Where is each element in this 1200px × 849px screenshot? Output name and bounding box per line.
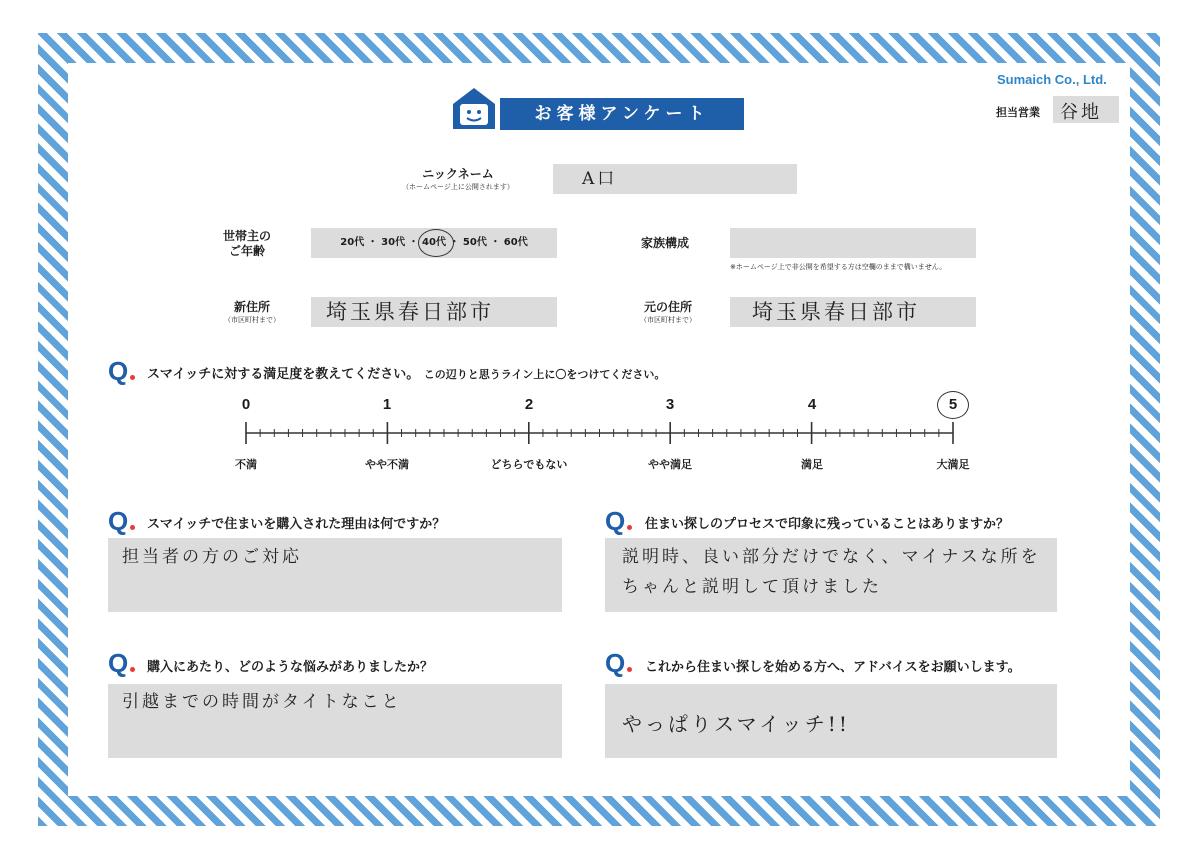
q-mark-icon: Q [108,356,129,386]
scale-label: 満足 [801,458,823,471]
q-mark-icon: Q [108,648,129,678]
scale-number: 4 [807,396,817,413]
scale-number: 3 [665,396,675,413]
family-note: ※ホームページ上で非公開を希望する方は空欄のままで構いません。 [730,263,947,271]
staff-value: 谷地 [1060,102,1102,123]
scale-number: 5 [948,396,958,413]
q-mark-icon: Q [605,506,626,536]
age-options: 20代 ・ 30代 ・ 40代 ・ 50代 ・ 60代 [340,237,528,248]
nickname-label: ニックネーム （ホームページ上に公開されます） [396,167,520,192]
scale-number: 0 [241,396,251,413]
new-address-label: 新住所 （市区町村まで） [212,300,292,325]
q-mark-icon: Q [108,506,129,536]
scale-label: 不満 [235,458,257,471]
satisfaction-question: スマイッチに対する満足度を教えてください。 この辺りと思うライン上に〇をつけてください。 [147,367,666,382]
answer-line: ちゃんと説明して頂けました [622,577,882,597]
family-label: 家族構成 [640,236,689,250]
staff-label: 担当営業 [996,106,1040,119]
scale-label: 大満足 [936,458,970,471]
question-advice: これから住まい探しを始める方へ、アドバイスをお願いします。 [645,660,1021,675]
scale-label: やや不満 [365,458,409,471]
question-concerns: 購入にあたり、どのような悩みがありましたか？ [147,660,434,675]
old-address-label: 元の住所 （市区町村まで） [628,300,708,325]
answer-line: 引越までの時間がタイトなこと [122,692,402,712]
old-address-sublabel: （市区町村まで） [640,316,696,324]
new-address-value: 埼玉県春日部市 [326,300,494,324]
age-label: 世帯主の ご年齢 [222,229,271,258]
new-address-sublabel: （市区町村まで） [224,316,280,324]
satisfaction-instruction: この辺りと思うライン上に〇をつけてください。 [423,368,666,381]
question-impression: 住まい探しのプロセスで印象に残っていることはありますか？ [645,517,1010,532]
answer-line: やっぱりスマイッチ!! [622,712,850,736]
title-text: お客様アンケート [500,98,744,130]
old-address-value: 埼玉県春日部市 [752,300,920,324]
nickname-value: A口 [582,169,618,189]
scale-label: どちらでもない [490,458,568,471]
answer-line: 担当者の方のご対応 [122,547,302,567]
company-name: Sumaich Co., Ltd. [997,72,1107,87]
question-reason: スマイッチで住まいを購入された理由は何ですか？ [147,517,446,532]
answer-line: 説明時、良い部分だけでなく、マイナスな所を [622,547,1041,567]
scale-number: 1 [382,396,392,413]
nickname-sublabel: （ホームページ上に公開されます） [402,183,514,191]
scale-label: やや満足 [648,458,692,471]
q-mark-icon: Q [605,648,626,678]
scale-number: 2 [524,396,534,413]
